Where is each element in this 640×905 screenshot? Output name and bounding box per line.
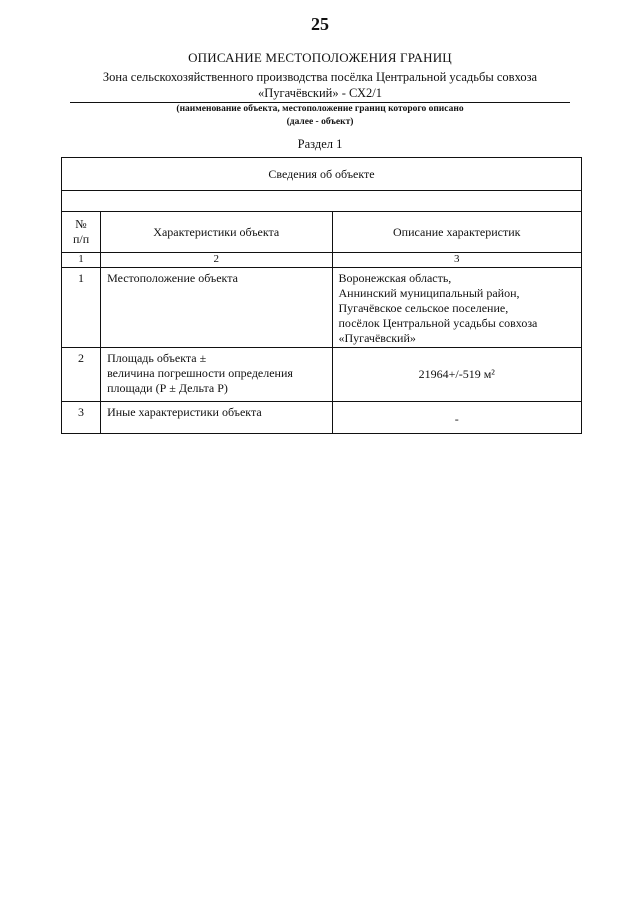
row-1-value-line-3: Пугачёвское сельское поселение, — [338, 301, 509, 315]
row-3-label: Иные характеристики объекта — [101, 402, 332, 434]
table-spacer — [62, 191, 582, 212]
header-num-line-1: № — [75, 217, 87, 231]
document-title: ОПИСАНИЕ МЕСТОПОЛОЖЕНИЯ ГРАНИЦ — [188, 50, 452, 65]
object-caption — [0, 103, 640, 129]
table-row — [62, 268, 582, 348]
column-number-1: 1 — [62, 253, 101, 268]
row-3-num: 3 — [62, 402, 101, 434]
caption-line-1: (наименование объекта, местоположение границ которого описано — [176, 104, 464, 114]
header-num — [62, 212, 101, 253]
object-info-table — [61, 157, 582, 434]
table-title-row — [62, 158, 582, 191]
object-name-line-2: «Пугачёвский» - СХ2/1 — [257, 86, 383, 100]
header-num-line-2: п/п — [72, 232, 90, 246]
row-2-value: 21964+/-519 м² — [332, 348, 582, 402]
column-number-3: 3 — [332, 253, 582, 268]
row-2-label-line-2: величина погрешности определения — [107, 366, 293, 380]
row-2-label — [101, 348, 332, 402]
column-number-2: 2 — [101, 253, 332, 268]
row-1-label: Местоположение объекта — [101, 268, 332, 348]
row-1-value — [332, 268, 582, 348]
table-row — [62, 348, 582, 402]
object-name-block — [70, 69, 570, 103]
header-description: Описание характеристик — [332, 212, 582, 253]
row-1-num: 1 — [62, 268, 101, 348]
row-1-value-line-2: Аннинский муниципальный район, — [338, 286, 520, 300]
row-2-label-line-3: площади (Р ± Дельта Р) — [107, 381, 228, 395]
object-name-line-1: Зона сельскохозяйственного производства посёлка Центральной усадьбы совхоза — [102, 70, 538, 84]
table-row — [62, 402, 582, 434]
column-number-row — [62, 253, 582, 268]
row-1-value-line-5: «Пугачёвский» — [338, 331, 416, 345]
row-1-value-line-4: посёлок Центральной усадьбы совхоза — [338, 316, 538, 330]
row-2-num: 2 — [62, 348, 101, 402]
page-number: 25 — [311, 14, 329, 34]
header-characteristics: Характеристики объекта — [101, 212, 332, 253]
table-header-row — [62, 212, 582, 253]
caption-line-2: (далее - объект) — [286, 117, 354, 127]
row-1-value-line-1: Воронежская область, — [338, 271, 452, 285]
row-3-value: - — [332, 402, 582, 434]
table-spacer-row — [62, 191, 582, 212]
section-label: Раздел 1 — [297, 137, 343, 151]
table-title: Сведения об объекте — [62, 158, 582, 191]
row-2-label-line-1: Площадь объекта ± — [107, 351, 207, 365]
